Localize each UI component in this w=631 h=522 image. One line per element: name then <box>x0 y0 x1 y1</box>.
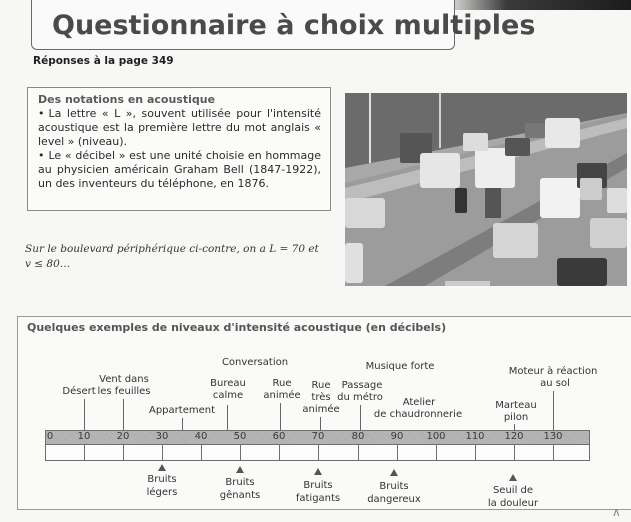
info-box-acoustic-notations <box>27 87 331 211</box>
label-bureau-line2: calme <box>212 390 244 401</box>
leader-bureau <box>227 405 228 430</box>
tick-line-130 <box>553 445 554 461</box>
tick-40: 40 <box>194 431 208 442</box>
triangle-marker-icon <box>390 469 398 476</box>
tick-110: 110 <box>465 431 485 442</box>
label-rue-line2: animée <box>263 390 301 401</box>
info-paragraph-1-text: La lettre « L », souvent utilisée pour l'intensité acoustique est la première lettre du mot anglais « level » (niveau). <box>38 107 321 148</box>
page-edge-shadow <box>440 0 631 10</box>
tick-100: 100 <box>426 431 446 442</box>
triangle-marker-icon <box>158 464 166 471</box>
label-atelier-line1: Atelier <box>402 397 436 408</box>
tick-line-10 <box>84 445 85 461</box>
label-appartement: Appartement <box>148 405 216 416</box>
label-metro-line2: du métro <box>337 392 383 403</box>
tick-80: 80 <box>351 431 365 442</box>
label-bureau-line1: Bureau <box>210 378 246 389</box>
page-corner-mark: ∧ <box>612 505 621 519</box>
label-marteau-line1: Marteau <box>495 400 537 411</box>
tick-20: 20 <box>116 431 130 442</box>
tick-90: 90 <box>390 431 404 442</box>
label-atelier-line2: de chaudronnerie <box>373 409 463 420</box>
traffic-photo <box>345 93 627 286</box>
tick-line-110 <box>475 445 476 461</box>
label-rue-tres-line3: animée <box>302 404 340 415</box>
tick-line-50 <box>240 445 241 461</box>
label-vent-line2: les feuilles <box>97 386 151 397</box>
label-rue-tres-line2: très <box>311 392 331 403</box>
tick-130: 130 <box>543 431 563 442</box>
label-metro-line1: Passage <box>341 380 383 391</box>
intro-line-1: Sur le boulevard périphérique ci-contre, on a L = 70 et <box>25 243 319 255</box>
leader-rue-tres <box>320 417 321 430</box>
label-marteau-line2: pilon <box>503 412 529 423</box>
tick-70: 70 <box>311 431 325 442</box>
tick-line-120 <box>514 445 515 461</box>
bullet-icon: • <box>38 149 45 162</box>
leader-desert <box>84 399 85 430</box>
category-fatigants-line2: fatigants <box>295 493 341 504</box>
info-paragraph-1 <box>38 107 321 149</box>
label-musique-forte: Musique forte <box>365 361 435 372</box>
category-fatigants <box>296 479 340 505</box>
category-dangereux <box>367 480 421 506</box>
leader-moteur <box>553 391 554 431</box>
category-douleur-line2: la douleur <box>487 498 539 509</box>
tick-line-80 <box>358 445 359 461</box>
leader-appartement <box>182 418 183 430</box>
label-conversation: Conversation <box>221 357 289 368</box>
tick-60: 60 <box>272 431 286 442</box>
label-moteur-line1: Moteur à réaction <box>508 366 598 377</box>
category-legers-line1: Bruits <box>147 474 177 485</box>
intro-sentence <box>25 242 325 272</box>
bullet-icon: • <box>38 107 45 120</box>
info-paragraph-2 <box>38 149 321 191</box>
chart-title: Quelques exemples de niveaux d'intensité acoustique (en décibels) <box>27 321 447 334</box>
category-fatigants-line1: Bruits <box>303 480 333 491</box>
intro-line-2: v ≤ 80… <box>25 258 71 270</box>
label-rue-tres-line1: Rue <box>311 380 331 391</box>
label-desert: Désert <box>62 386 96 397</box>
category-genants <box>220 476 260 502</box>
triangle-marker-icon <box>314 468 322 475</box>
category-dangereux-line2: dangereux <box>367 494 421 505</box>
tick-line-100 <box>436 445 437 461</box>
tick-line-20 <box>123 445 124 461</box>
label-vent-line1: Vent dans <box>99 374 149 385</box>
category-douleur-line1: Seuil de <box>492 485 534 496</box>
category-genants-line1: Bruits <box>225 477 255 488</box>
label-rue-line1: Rue <box>272 378 292 389</box>
answers-reference: Réponses à la page 349 <box>33 55 174 67</box>
leader-rue <box>280 403 281 430</box>
triangle-marker-icon <box>509 474 517 481</box>
tick-line-30 <box>162 445 163 461</box>
boulevard-traffic-image <box>345 93 627 286</box>
tick-line-60 <box>279 445 280 461</box>
page-title: Questionnaire à choix multiples <box>52 10 536 41</box>
category-dangereux-line1: Bruits <box>379 481 409 492</box>
tick-10: 10 <box>77 431 91 442</box>
label-moteur-line2: au sol <box>540 378 570 389</box>
leader-metro <box>360 405 361 430</box>
tick-line-70 <box>318 445 319 461</box>
tick-30: 30 <box>155 431 169 442</box>
tick-50: 50 <box>233 431 247 442</box>
tick-0: 0 <box>46 431 54 442</box>
category-genants-line2: gênants <box>219 490 261 501</box>
category-legers-line2: légers <box>146 487 178 498</box>
info-box-title: Des notations en acoustique <box>38 93 216 106</box>
category-seuil-douleur <box>488 484 538 510</box>
tick-line-90 <box>397 445 398 461</box>
triangle-marker-icon <box>236 466 244 473</box>
category-legers <box>147 473 178 499</box>
info-paragraph-2-text: Le « décibel » est une unité choisie en hommage au physicien américain Graham Bell (1847-1922), un des inventeurs du téléphone, en 1876. <box>38 149 321 190</box>
tick-120: 120 <box>504 431 524 442</box>
tick-line-40 <box>201 445 202 461</box>
leader-vent <box>123 399 124 430</box>
